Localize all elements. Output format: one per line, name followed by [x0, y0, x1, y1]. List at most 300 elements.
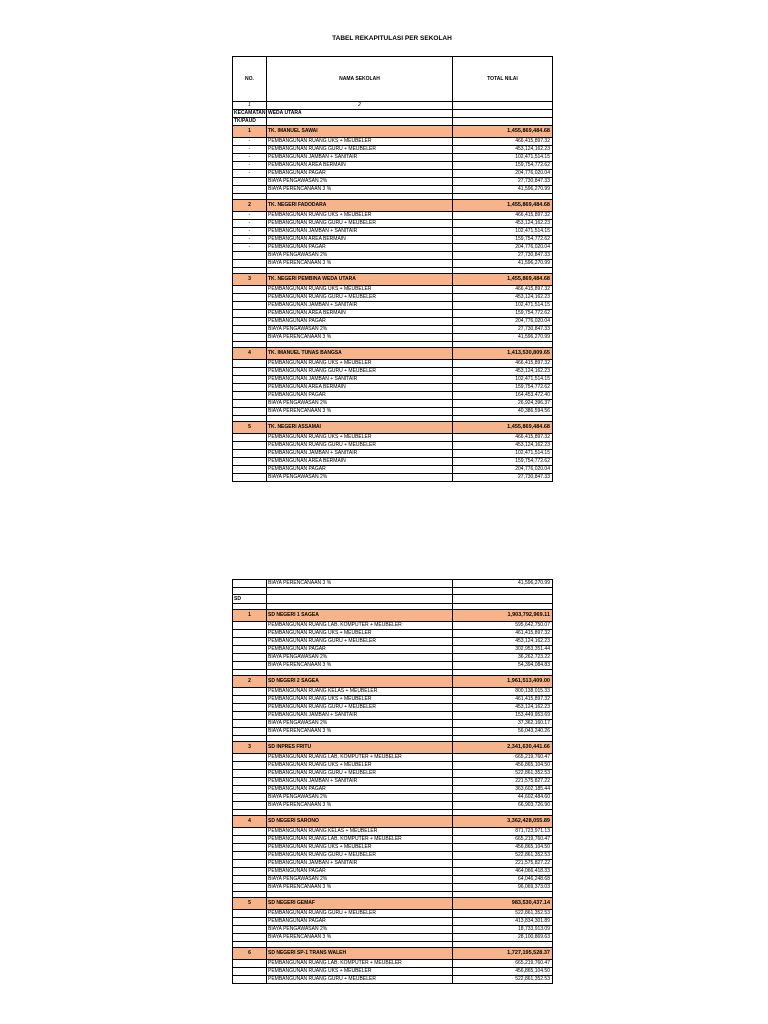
- item-name: PEMBANGUNAN JAMBAN + SANITAIR: [267, 302, 453, 310]
- item-value: 221,575,827.22: [453, 778, 553, 786]
- item-marker: [233, 326, 267, 334]
- item-name: PEMBANGUNAN RUANG UKS + MEUBELER: [267, 844, 453, 852]
- item-row: [233, 326, 553, 334]
- item-value: 204,776,020.04: [453, 170, 553, 178]
- school-name: SD NEGERI 1 SAGEA: [267, 610, 453, 622]
- item-value: 665,219,760.47: [453, 836, 553, 844]
- item-value: 102,471,514.15: [453, 154, 553, 162]
- item-row: [233, 762, 553, 770]
- item-marker: [233, 310, 267, 318]
- item-row: [233, 828, 553, 836]
- item-name: PEMBANGUNAN PAGAR: [267, 918, 453, 926]
- page-title: TABEL REKAPITULASI PER SEKOLAH: [332, 35, 452, 42]
- item-name: BIAYA PENGAWASAN 2%: [267, 474, 453, 482]
- item-value: 466,415,897.32: [453, 212, 553, 220]
- school-total: 1,455,869,484.68: [453, 422, 553, 434]
- item-value: 102,471,514.15: [453, 450, 553, 458]
- item-name: BIAYA PERENCANAAN 3 %: [267, 884, 453, 892]
- item-row: [233, 360, 553, 368]
- item-row: [233, 236, 553, 244]
- item-value: 461,415,897.32: [453, 696, 553, 704]
- item-marker: [233, 318, 267, 326]
- item-name: PEMBANGUNAN JAMBAN + SANITAIR: [267, 228, 453, 236]
- item-row: [233, 622, 553, 630]
- item-name: PEMBANGUNAN JAMBAN + SANITAIR: [267, 450, 453, 458]
- item-value: 522,861,352.53: [453, 852, 553, 860]
- item-marker: [233, 646, 267, 654]
- item-row: [233, 186, 553, 194]
- school-number: 2: [233, 200, 267, 212]
- item-value: 466,415,897.32: [453, 286, 553, 294]
- item-marker: [233, 762, 267, 770]
- item-marker: [233, 828, 267, 836]
- item-value: 164,453,472.40: [453, 392, 553, 400]
- column-number-2: 2: [267, 102, 453, 110]
- item-name: PEMBANGUNAN RUANG GURU + MEUBELER: [267, 220, 453, 228]
- item-row: [233, 294, 553, 302]
- item-value: 102,471,514.15: [453, 302, 553, 310]
- header-total-nilai: TOTAL NILAI: [453, 57, 553, 102]
- school-number: 3: [233, 742, 267, 754]
- school-total: 2,341,630,441.66: [453, 742, 553, 754]
- school-total: 1,413,530,809.65: [453, 348, 553, 360]
- item-marker: [233, 622, 267, 630]
- item-marker: [233, 770, 267, 778]
- school-header-row: [233, 948, 553, 960]
- item-row: [233, 646, 553, 654]
- item-value: 54,394,084.83: [453, 662, 553, 670]
- item-value: 159,754,772.62: [453, 384, 553, 392]
- item-value: 27,730,847.33: [453, 178, 553, 186]
- item-row: [233, 228, 553, 236]
- school-total: 1,455,869,484.68: [453, 126, 553, 138]
- item-value: 302,953,351.44: [453, 646, 553, 654]
- item-row: [233, 162, 553, 170]
- item-value: 64,046,248.68: [453, 876, 553, 884]
- item-row: [233, 138, 553, 146]
- item-name: PEMBANGUNAN RUANG GURU + MEUBELER: [267, 368, 453, 376]
- item-name: PEMBANGUNAN AREA BERMAIN: [267, 236, 453, 244]
- item-marker: -: [233, 146, 267, 154]
- item-name: BIAYA PENGAWASAN 2%: [267, 720, 453, 728]
- item-row: [233, 876, 553, 884]
- item-row: [233, 654, 553, 662]
- item-name: PEMBANGUNAN RUANG UKS + MEUBELER: [267, 968, 453, 976]
- item-value: 522,861,352.53: [453, 910, 553, 918]
- item-marker: [233, 466, 267, 474]
- item-value: 464,066,418.33: [453, 868, 553, 876]
- column-number-1: 1: [233, 102, 267, 110]
- item-value: 204,776,020.04: [453, 318, 553, 326]
- item-name: BIAYA PENGAWASAN 2%: [267, 400, 453, 408]
- item-value: 453,124,162.23: [453, 442, 553, 450]
- item-marker: [233, 794, 267, 802]
- item-row: [233, 212, 553, 220]
- item-marker: [233, 926, 267, 934]
- item-name: PEMBANGUNAN JAMBAN + SANITAIR: [267, 778, 453, 786]
- item-name: BIAYA PENGAWASAN 2%: [267, 654, 453, 662]
- item-marker: [233, 852, 267, 860]
- item-marker: [233, 450, 267, 458]
- item-value: 66,903,726.90: [453, 802, 553, 810]
- item-value: 413,834,301.89: [453, 918, 553, 926]
- item-marker: -: [233, 212, 267, 220]
- item-value: 665,219,760.47: [453, 754, 553, 762]
- item-row: [233, 712, 553, 720]
- item-name: PEMBANGUNAN RUANG KELAS + MEUBELER: [267, 688, 453, 696]
- kecamatan-row: [233, 110, 553, 118]
- item-row: [233, 466, 553, 474]
- item-name: BIAYA PENGAWASAN 2%: [267, 326, 453, 334]
- item-marker: [233, 434, 267, 442]
- item-row: [233, 630, 553, 638]
- item-value: 28,100,869.63: [453, 934, 553, 942]
- item-row: [233, 302, 553, 310]
- item-marker: [233, 178, 267, 186]
- item-value: 522,861,352.53: [453, 770, 553, 778]
- school-name: SD NEGERI SARONO: [267, 816, 453, 828]
- item-marker: [233, 910, 267, 918]
- item-name: PEMBANGUNAN RUANG UKS + MEUBELER: [267, 360, 453, 368]
- school-header-row: [233, 676, 553, 688]
- item-row: [233, 286, 553, 294]
- item-row: [233, 408, 553, 416]
- item-marker: [233, 654, 267, 662]
- item-name: PEMBANGUNAN PAGAR: [267, 646, 453, 654]
- school-name: SD NEGERI 2 SAGEA: [267, 676, 453, 688]
- item-value: 204,776,020.04: [453, 244, 553, 252]
- item-name: PEMBANGUNAN RUANG LAB. KOMPUTER + MEUBELER: [267, 754, 453, 762]
- item-marker: [233, 302, 267, 310]
- school-number: 4: [233, 348, 267, 360]
- item-marker: -: [233, 162, 267, 170]
- school-name: TK. NEGERI ASSAMAI: [267, 422, 453, 434]
- school-total: 1,961,513,409.00: [453, 676, 553, 688]
- school-name: TK. IMANUEL SAWAI: [267, 126, 453, 138]
- item-marker: [233, 662, 267, 670]
- item-row: [233, 170, 553, 178]
- item-row: [233, 318, 553, 326]
- item-name: PEMBANGUNAN PAGAR: [267, 868, 453, 876]
- item-value: 36,262,723.22: [453, 654, 553, 662]
- item-name: PEMBANGUNAN AREA BERMAIN: [267, 384, 453, 392]
- item-marker: [233, 384, 267, 392]
- item-row: [233, 688, 553, 696]
- item-row: [233, 976, 553, 984]
- item-value: 453,124,162.23: [453, 638, 553, 646]
- item-value: 456,865,104.50: [453, 844, 553, 852]
- item-value: 27,730,847.33: [453, 252, 553, 260]
- item-row: [233, 474, 553, 482]
- item-value: 871,723,971.13: [453, 828, 553, 836]
- school-number: 5: [233, 898, 267, 910]
- item-marker: -: [233, 154, 267, 162]
- item-row: [233, 754, 553, 762]
- item-row: [233, 376, 553, 384]
- item-marker: [233, 368, 267, 376]
- item-value: 204,776,020.04: [453, 466, 553, 474]
- item-row: [233, 220, 553, 228]
- item-marker: [233, 638, 267, 646]
- item-row: [233, 244, 553, 252]
- item-row: [233, 260, 553, 268]
- item-name: PEMBANGUNAN RUANG GURU + MEUBELER: [267, 294, 453, 302]
- item-value: 466,415,897.32: [453, 434, 553, 442]
- item-name: PEMBANGUNAN AREA BERMAIN: [267, 162, 453, 170]
- item-marker: [233, 720, 267, 728]
- item-name: BIAYA PERENCANAAN 3 %: [267, 662, 453, 670]
- item-marker: [233, 360, 267, 368]
- item-name: PEMBANGUNAN RUANG KELAS + MEUBELER: [267, 828, 453, 836]
- item-value: 96,069,373.03: [453, 884, 553, 892]
- school-total: 3,362,428,055.89: [453, 816, 553, 828]
- item-marker: [233, 728, 267, 736]
- item-value: 363,602,185.44: [453, 786, 553, 794]
- item-value: 466,415,897.32: [453, 138, 553, 146]
- kecamatan-label: KECAMATAN: [234, 110, 266, 116]
- school-total: 1,727,195,528.37: [453, 948, 553, 960]
- item-marker: [233, 786, 267, 794]
- item-name: PEMBANGUNAN RUANG UKS + MEUBELER: [267, 138, 453, 146]
- school-name: TK. NEGERI FADODARA: [267, 200, 453, 212]
- school-header-row: [233, 742, 553, 754]
- item-row: [233, 968, 553, 976]
- item-name: PEMBANGUNAN RUANG UKS + MEUBELER: [267, 630, 453, 638]
- item-value: 102,471,514.15: [453, 228, 553, 236]
- school-header-row: [233, 200, 553, 212]
- item-name: PEMBANGUNAN RUANG UKS + MEUBELER: [267, 696, 453, 704]
- item-row: [233, 450, 553, 458]
- school-header-row: [233, 816, 553, 828]
- column-number-row: [233, 102, 553, 110]
- item-name: PEMBANGUNAN JAMBAN + SANITAIR: [267, 154, 453, 162]
- item-row: [233, 910, 553, 918]
- item-marker: [233, 836, 267, 844]
- item-row: [233, 368, 553, 376]
- item-marker: [233, 960, 267, 968]
- school-total: 1,455,869,484.68: [453, 200, 553, 212]
- item-name: PEMBANGUNAN RUANG GURU + MEUBELER: [267, 852, 453, 860]
- item-name: BIAYA PENGAWASAN 2%: [267, 178, 453, 186]
- item-value: 221,575,827.22: [453, 860, 553, 868]
- item-row: [233, 252, 553, 260]
- item-row: [233, 786, 553, 794]
- item-marker: [233, 408, 267, 416]
- item-marker: [233, 286, 267, 294]
- recap-table-page-1: [232, 56, 553, 482]
- level-label-tk: TK/PAUD: [233, 118, 267, 126]
- item-row: [233, 704, 553, 712]
- item-marker: [233, 876, 267, 884]
- item-row: [233, 638, 553, 646]
- item-name: PEMBANGUNAN JAMBAN + SANITAIR: [267, 712, 453, 720]
- header-no: NO.: [233, 57, 267, 102]
- item-marker: [233, 976, 267, 984]
- item-name: PEMBANGUNAN RUANG GURU + MEUBELER: [267, 910, 453, 918]
- level-label-sd: SD: [233, 595, 267, 604]
- school-name: TK. IMANUEL TUNAS BANGSA: [267, 348, 453, 360]
- item-name: PEMBANGUNAN RUANG LAB. KOMPUTER + MEUBELER: [267, 960, 453, 968]
- school-number: 2: [233, 676, 267, 688]
- item-marker: [233, 392, 267, 400]
- item-value: 453,124,162.23: [453, 704, 553, 712]
- item-value: 41,596,270.99: [453, 186, 553, 194]
- item-row: [233, 400, 553, 408]
- item-name: PEMBANGUNAN RUANG LAB. KOMPUTER + MEUBELER: [267, 836, 453, 844]
- school-header-row: [233, 610, 553, 622]
- school-name: SD INPRES FRITU: [267, 742, 453, 754]
- item-name: PEMBANGUNAN RUANG UKS + MEUBELER: [267, 434, 453, 442]
- item-marker: [233, 458, 267, 466]
- school-header-row: [233, 348, 553, 360]
- item-row: [233, 154, 553, 162]
- item-marker: [233, 442, 267, 450]
- item-name: PEMBANGUNAN RUANG GURU + MEUBELER: [267, 638, 453, 646]
- carry-item-name: BIAYA PERENCANAAN 3 %: [267, 580, 453, 588]
- item-name: PEMBANGUNAN RUANG GURU + MEUBELER: [267, 442, 453, 450]
- item-marker: [233, 688, 267, 696]
- school-name: SD NEGERI SP-1 TRANS WALEH: [267, 948, 453, 960]
- item-row: [233, 794, 553, 802]
- item-marker: [233, 754, 267, 762]
- item-value: 466,415,897.32: [453, 360, 553, 368]
- item-row: [233, 844, 553, 852]
- item-row: [233, 334, 553, 342]
- carry-row: [233, 580, 553, 588]
- item-name: PEMBANGUNAN AREA BERMAIN: [267, 458, 453, 466]
- item-row: [233, 868, 553, 876]
- school-number: 3: [233, 274, 267, 286]
- item-name: PEMBANGUNAN PAGAR: [267, 392, 453, 400]
- school-total: 1,903,792,969.11: [453, 610, 553, 622]
- item-marker: [233, 696, 267, 704]
- item-name: PEMBANGUNAN RUANG UKS + MEUBELER: [267, 762, 453, 770]
- item-marker: [233, 630, 267, 638]
- item-value: 41,596,270.99: [453, 260, 553, 268]
- item-value: 26,924,396.37: [453, 400, 553, 408]
- header-nama-sekolah: NAMA SEKOLAH: [267, 57, 453, 102]
- item-row: [233, 934, 553, 942]
- item-value: 18,733,913.09: [453, 926, 553, 934]
- item-marker: [233, 334, 267, 342]
- item-row: [233, 662, 553, 670]
- item-marker: [233, 968, 267, 976]
- item-marker: [233, 474, 267, 482]
- item-name: PEMBANGUNAN PAGAR: [267, 170, 453, 178]
- item-value: 159,754,772.62: [453, 458, 553, 466]
- item-name: PEMBANGUNAN PAGAR: [267, 466, 453, 474]
- school-name: SD NEGERI GEMAF: [267, 898, 453, 910]
- item-marker: [233, 704, 267, 712]
- item-row: [233, 960, 553, 968]
- table-header: [233, 57, 553, 102]
- item-row: [233, 310, 553, 318]
- item-value: 456,865,104.50: [453, 968, 553, 976]
- item-row: [233, 392, 553, 400]
- item-name: PEMBANGUNAN RUANG UKS + MEUBELER: [267, 286, 453, 294]
- item-value: 37,362,160.17: [453, 720, 553, 728]
- item-row: [233, 728, 553, 736]
- item-marker: [233, 252, 267, 260]
- item-name: BIAYA PENGAWASAN 2%: [267, 794, 453, 802]
- item-name: PEMBANGUNAN RUANG GURU + MEUBELER: [267, 770, 453, 778]
- item-value: 41,596,270.99: [453, 334, 553, 342]
- item-marker: [233, 934, 267, 942]
- item-name: BIAYA PERENCANAAN 3 %: [267, 934, 453, 942]
- item-row: [233, 802, 553, 810]
- item-marker: [233, 860, 267, 868]
- item-value: 453,124,162.23: [453, 220, 553, 228]
- item-name: PEMBANGUNAN RUANG GURU + MEUBELER: [267, 146, 453, 154]
- item-marker: -: [233, 170, 267, 178]
- level-row-sd: [233, 595, 553, 604]
- item-value: 800,138,015.33: [453, 688, 553, 696]
- item-row: [233, 696, 553, 704]
- item-value: 102,471,514.15: [453, 376, 553, 384]
- item-name: BIAYA PERENCANAAN 3 %: [267, 408, 453, 416]
- item-value: 159,754,772.62: [453, 162, 553, 170]
- item-name: PEMBANGUNAN JAMBAN + SANITAIR: [267, 860, 453, 868]
- item-value: 522,861,352.53: [453, 976, 553, 984]
- item-value: 27,730,847.33: [453, 474, 553, 482]
- item-marker: -: [233, 236, 267, 244]
- school-name: TK. NEGERI PEMBINA WEDA UTARA: [267, 274, 453, 286]
- item-name: PEMBANGUNAN RUANG UKS + MEUBELER: [267, 212, 453, 220]
- item-row: [233, 918, 553, 926]
- item-name: BIAYA PENGAWASAN 2%: [267, 876, 453, 884]
- item-marker: [233, 844, 267, 852]
- item-name: BIAYA PERENCANAAN 3 %: [267, 186, 453, 194]
- item-row: [233, 884, 553, 892]
- item-marker: [233, 712, 267, 720]
- item-value: 461,415,897.32: [453, 630, 553, 638]
- item-name: PEMBANGUNAN RUANG LAB. KOMPUTER + MEUBELER: [267, 622, 453, 630]
- school-header-row: [233, 126, 553, 138]
- item-row: [233, 770, 553, 778]
- item-value: 153,449,953.69: [453, 712, 553, 720]
- item-row: [233, 778, 553, 786]
- school-total: 1,455,869,484.68: [453, 274, 553, 286]
- item-row: [233, 146, 553, 154]
- school-number: 4: [233, 816, 267, 828]
- item-name: BIAYA PERENCANAAN 3 %: [267, 802, 453, 810]
- item-marker: -: [233, 220, 267, 228]
- item-marker: -: [233, 244, 267, 252]
- item-name: PEMBANGUNAN PAGAR: [267, 318, 453, 326]
- item-row: [233, 852, 553, 860]
- item-name: PEMBANGUNAN PAGAR: [267, 244, 453, 252]
- item-row: [233, 836, 553, 844]
- item-marker: [233, 884, 267, 892]
- item-row: [233, 384, 553, 392]
- item-row: [233, 926, 553, 934]
- item-value: 27,730,847.33: [453, 326, 553, 334]
- recap-table-page-2: [232, 579, 553, 984]
- item-marker: [233, 186, 267, 194]
- item-name: PEMBANGUNAN RUANG GURU + MEUBELER: [267, 704, 453, 712]
- item-value: 453,124,162.23: [453, 146, 553, 154]
- school-total: 983,530,437.14: [453, 898, 553, 910]
- item-marker: [233, 376, 267, 384]
- item-name: PEMBANGUNAN JAMBAN + SANITAIR: [267, 376, 453, 384]
- carry-item-value: 41,596,270.99: [453, 580, 553, 588]
- item-row: [233, 178, 553, 186]
- item-name: PEMBANGUNAN AREA BERMAIN: [267, 310, 453, 318]
- item-row: [233, 720, 553, 728]
- item-marker: [233, 802, 267, 810]
- item-value: 665,219,760.47: [453, 960, 553, 968]
- school-header-row: [233, 274, 553, 286]
